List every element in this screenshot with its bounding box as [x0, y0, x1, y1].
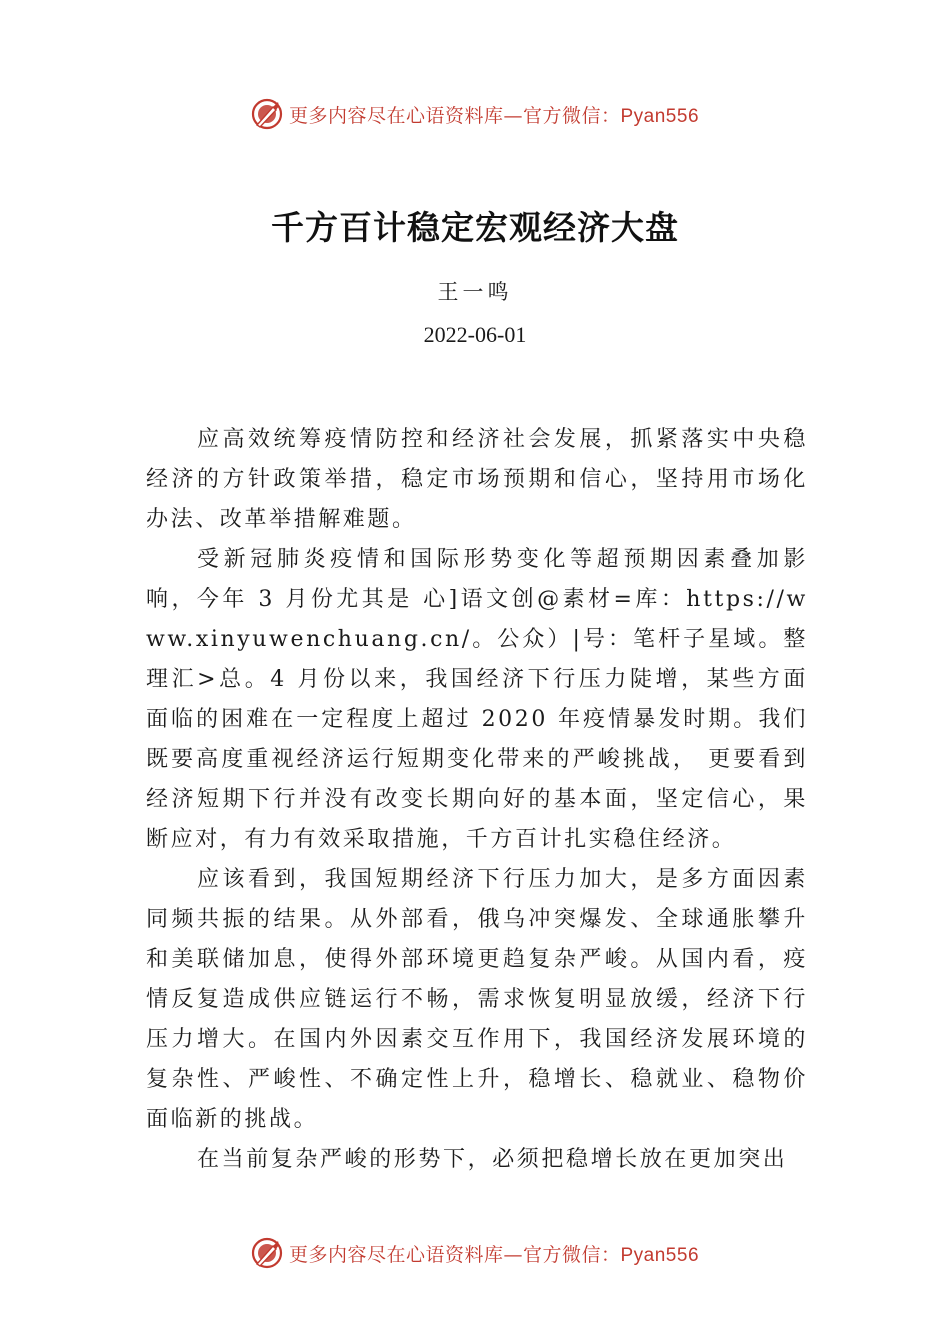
quill-seal-icon [251, 1237, 283, 1269]
banner-text: 更多内容尽在心语资料库—官方微信：Pyan556 [288, 1243, 700, 1266]
paragraph: 应高效统筹疫情防控和经济社会发展，抓紧落实中央稳经济的方针政策举措，稳定市场预期和信心，坚持用市场化办法、改革举措解难题。 [146, 427, 808, 532]
footer-banner [0, 1233, 950, 1273]
paragraph: 受新冠肺炎疫情和国际形势变化等超预期因素叠加影响，今年 3 月份尤其是 心]语文创@素材=库：https://www.xinyuwenchuang.cn/。公众）|号：笔杆子星域。整理汇>总。4 月份以来，我国经济下行压力陡增，某些方面面临的困难在一定程度上超过 2020 年疫情暴发时期。我们既要高度重视经济运行短期变化带来的严峻挑战， 更要看到经济短期下行并没有改变长期向好的基本面，坚定信心，果断应对，有力有效采取措施，千方百计扎实稳住经济。 [146, 547, 808, 852]
paragraph: 在当前复杂严峻的形势下，必须把稳增长放在更加突出 [197, 1147, 788, 1172]
publish-date: 2022-06-01 [423, 322, 527, 347]
paragraph: 应该看到，我国短期经济下行压力加大，是多方面因素同频共振的结果。从外部看，俄乌冲突爆发、全球通胀攀升和美联储加息，使得外部环境更趋复杂严峻。从国内看，疫情反复造成供应链运行不畅，需求恢复明显放缓，经济下行压力增大。在国内外因素交互作用下，我国经济发展环境的复杂性、严峻性、不确定性上升，稳增长、稳就业、稳物价面临新的挑战。 [146, 867, 808, 1132]
quill-seal-icon [251, 98, 283, 130]
page-title: 千方百计稳定宏观经济大盘 [271, 208, 679, 247]
banner-text: 更多内容尽在心语资料库—官方微信：Pyan556 [288, 104, 700, 127]
article-body [146, 420, 808, 1180]
author-name: 王一鸣 [437, 280, 513, 304]
header-banner [0, 94, 950, 134]
